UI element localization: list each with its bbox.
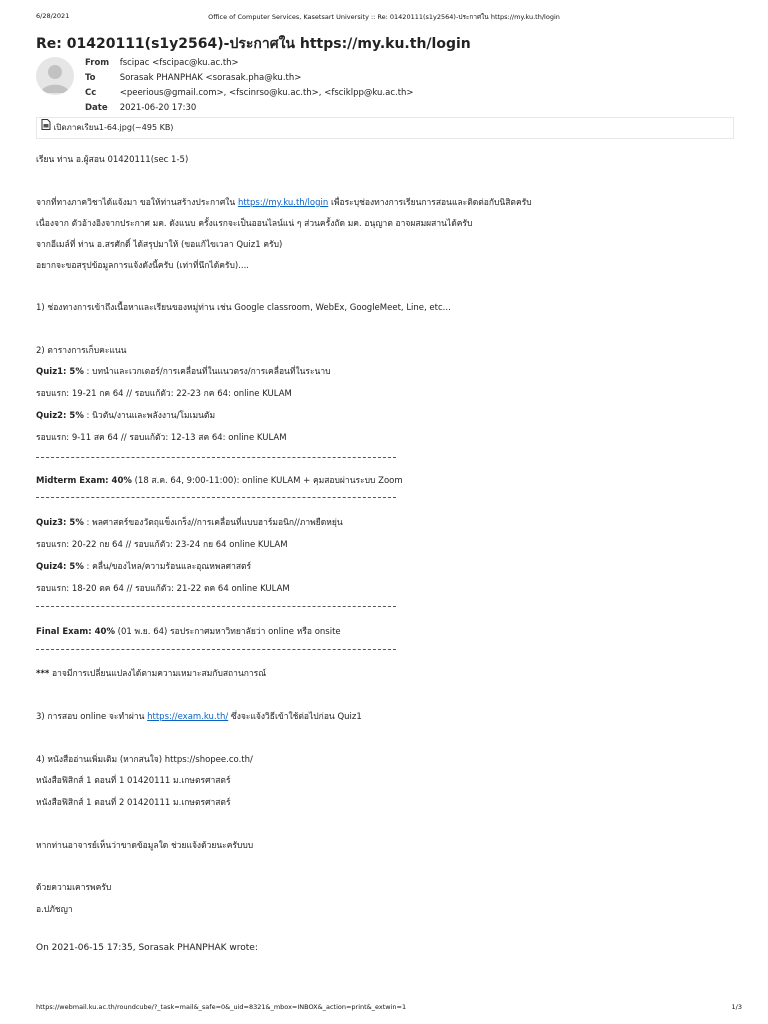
midterm-label: Midterm Exam: 40% bbox=[36, 476, 132, 486]
attachment-list bbox=[36, 117, 734, 139]
quiz2-label: Quiz2: 5% bbox=[36, 411, 84, 421]
email-headers bbox=[85, 56, 414, 116]
quiz4-label: Quiz4: 5% bbox=[36, 562, 84, 572]
s3-text-end: ซึ่งจะแจ้งวิธีเข้าใช้ต่อไปก่อน Quiz1 bbox=[228, 712, 362, 722]
quiz1-desc: : บทนำและเวกเตอร์/การเคลื่อนที่ในแนวตรง/การเคลื่อนที่ในระนาบ bbox=[83, 367, 331, 377]
quiz3-label: Quiz3: 5% bbox=[36, 518, 84, 528]
divider bbox=[36, 606, 396, 607]
paragraph-4: อยากจะขอสรุปข้อมูลการแจ้งดังนี้ครับ (เท่าที่นึกได้ครับ).... bbox=[36, 261, 249, 271]
print-url: https://webmail.ku.ac.th/roundcube/?_task=mail&_safe=0&_uid=8321&_mbox=INBOX&_action=print&_extwin=1 bbox=[36, 1003, 407, 1011]
attachment-link[interactable]: เปิดภาคเรียน1-64.jpg(~495 KB) bbox=[53, 123, 174, 132]
from-label: From bbox=[85, 58, 110, 68]
quiz3-schedule: รอบแรก: 20-22 กย 64 // รอบแก้ตัว: 23-24 กย 64 online KULAM bbox=[36, 540, 288, 550]
section-4: 4) หนังสืออ่านเพิ่มเติม (หากสนใจ) https://shopee.co.th/ bbox=[36, 755, 253, 765]
p1-text: จากที่ทางภาควิชาได้แจ้งมา ขอให้ท่านสร้างประกาศใน bbox=[36, 198, 238, 208]
quoted-header: On 2021-06-15 17:35, Sorasak PHANPHAK wrote: bbox=[36, 943, 258, 953]
quiz1-schedule: รอบแรก: 19-21 กค 64 // รอบแก้ตัว: 22-23 กค 64: online KULAM bbox=[36, 389, 292, 399]
from-value[interactable]: fscipac <fscipac@ku.ac.th> bbox=[119, 58, 239, 68]
exam-ku-link[interactable]: https://exam.ku.th/ bbox=[147, 712, 229, 722]
paragraph-3: จากอีเมล์ที่ ท่าน อ.สรศักดิ์ ได้สรุปมาให้ (ขอแก้ไขเวลา Quiz1 ครับ) bbox=[36, 240, 283, 250]
greeting: เรียน ท่าน อ.ผู้สอน 01420111(sec 1-5) bbox=[36, 155, 189, 165]
section-2: 2) ตารางการเก็บคะแนน bbox=[36, 346, 127, 356]
print-date: 6/28/2021 bbox=[36, 12, 70, 20]
to-row bbox=[85, 71, 414, 86]
divider bbox=[36, 649, 396, 650]
book-2: หนังสือฟิสิกส์ 1 ตอนที่ 2 01420111 ม.เกษตรศาสตร์ bbox=[36, 798, 231, 808]
cc-row bbox=[85, 86, 414, 101]
date-label: Date bbox=[85, 103, 108, 113]
cc-label: Cc bbox=[85, 88, 97, 98]
quiz2-line bbox=[36, 408, 215, 422]
paragraph-1 bbox=[36, 195, 532, 209]
final-line bbox=[36, 624, 341, 638]
quiz4-line bbox=[36, 559, 251, 573]
regards: ด้วยความเคารพครับ bbox=[36, 883, 112, 893]
quiz2-desc: : นิวตัน/งานและพลังงาน/โมเมนตัม bbox=[83, 411, 216, 421]
quiz1-label: Quiz1: 5% bbox=[36, 367, 84, 377]
p1-text-end: เพื่อระบุช่องทางการเรียนการสอนและติดต่อกับนิสิตครับ bbox=[328, 198, 532, 208]
divider bbox=[36, 457, 396, 458]
image-file-icon[interactable] bbox=[41, 118, 51, 138]
date-row bbox=[85, 101, 414, 116]
midterm-line bbox=[36, 473, 403, 487]
midterm-desc: (18 ส.ค. 64, 9:00-11:00): online KULAM + คุมสอบผ่านระบบ Zoom bbox=[131, 476, 403, 486]
quiz4-schedule: รอบแรก: 18-20 ตค 64 // รอบแก้ตัว: 21-22 ตค 64 online KULAM bbox=[36, 584, 290, 594]
divider bbox=[36, 497, 396, 498]
quiz3-line bbox=[36, 515, 343, 529]
final-desc: (01 พ.ย. 64) รอประกาศมหาวิทยาลัยว่า online หรือ onsite bbox=[114, 627, 341, 637]
email-subject: Re: 01420111(s1y2564)-ประกาศใน https://my.ku.th/login bbox=[36, 36, 471, 52]
signature: อ.ปภัชญา bbox=[36, 905, 73, 915]
date-value: 2021-06-20 17:30 bbox=[119, 103, 197, 113]
closing-line: หากท่านอาจารย์เห็นว่าขาดข้อมูลใด ช่วยแจ้งด้วยนะครับบบ bbox=[36, 841, 254, 851]
note-text: อาจมีการเปลี่ยนแปลงได้ตามความเหมาะสมกับสถานการณ์ bbox=[49, 669, 267, 679]
quiz2-schedule: รอบแรก: 9-11 สค 64 // รอบแก้ตัว: 12-13 สค 64: online KULAM bbox=[36, 433, 287, 443]
to-value[interactable]: Sorasak PHANPHAK <sorasak.pha@ku.th> bbox=[119, 73, 302, 83]
section-1: 1) ช่องทางการเข้าถึงเนื้อหาและเรียนของหมู่ท่าน เช่น Google classroom, WebEx, GoogleMeet, Line, etc... bbox=[36, 303, 451, 313]
user-avatar-icon bbox=[36, 57, 74, 95]
s3-text: 3) การสอบ online จะทำผ่าน bbox=[36, 712, 148, 722]
final-label: Final Exam: 40% bbox=[36, 627, 115, 637]
page-number: 1/3 bbox=[731, 1003, 742, 1011]
note-stars: *** bbox=[36, 669, 50, 679]
paragraph-2: เนื่องจาก ตัวอ้างอิงจากประกาศ มค. ดังแนบ ครั้งแรกจะเป็นออนไลน์แน่ ๆ ส่วนครั้งถัด มค. อนุญาต อาจผสมผสานได้ครับ bbox=[36, 219, 473, 229]
section-3 bbox=[36, 709, 362, 723]
print-header bbox=[0, 12, 768, 24]
print-title: Office of Computer Services, Kasetsart University :: Re: 01420111(s1y2564)-ประกาศใน https://my.ku.th/login bbox=[208, 13, 560, 21]
to-label: To bbox=[85, 73, 96, 83]
cc-value[interactable]: <peerious@gmail.com>, <fscinrso@ku.ac.th>, <fsciklpp@ku.ac.th> bbox=[119, 88, 414, 98]
note-line bbox=[36, 666, 266, 680]
book-1: หนังสือฟิสิกส์ 1 ตอนที่ 1 01420111 ม.เกษตรศาสตร์ bbox=[36, 776, 231, 786]
quiz1-line bbox=[36, 364, 331, 378]
quiz4-desc: : คลื่น/ของไหล/ความร้อนและอุณหพลศาสตร์ bbox=[83, 562, 252, 572]
my-ku-link[interactable]: https://my.ku.th/login bbox=[237, 198, 329, 208]
quiz3-desc: : พลศาสตร์ของวัตถุแข็งเกร็ง//การเคลื่อนที่แบบฮาร์มอนิก//ภาพยืดหยุ่น bbox=[83, 518, 343, 528]
from-row bbox=[85, 56, 414, 71]
